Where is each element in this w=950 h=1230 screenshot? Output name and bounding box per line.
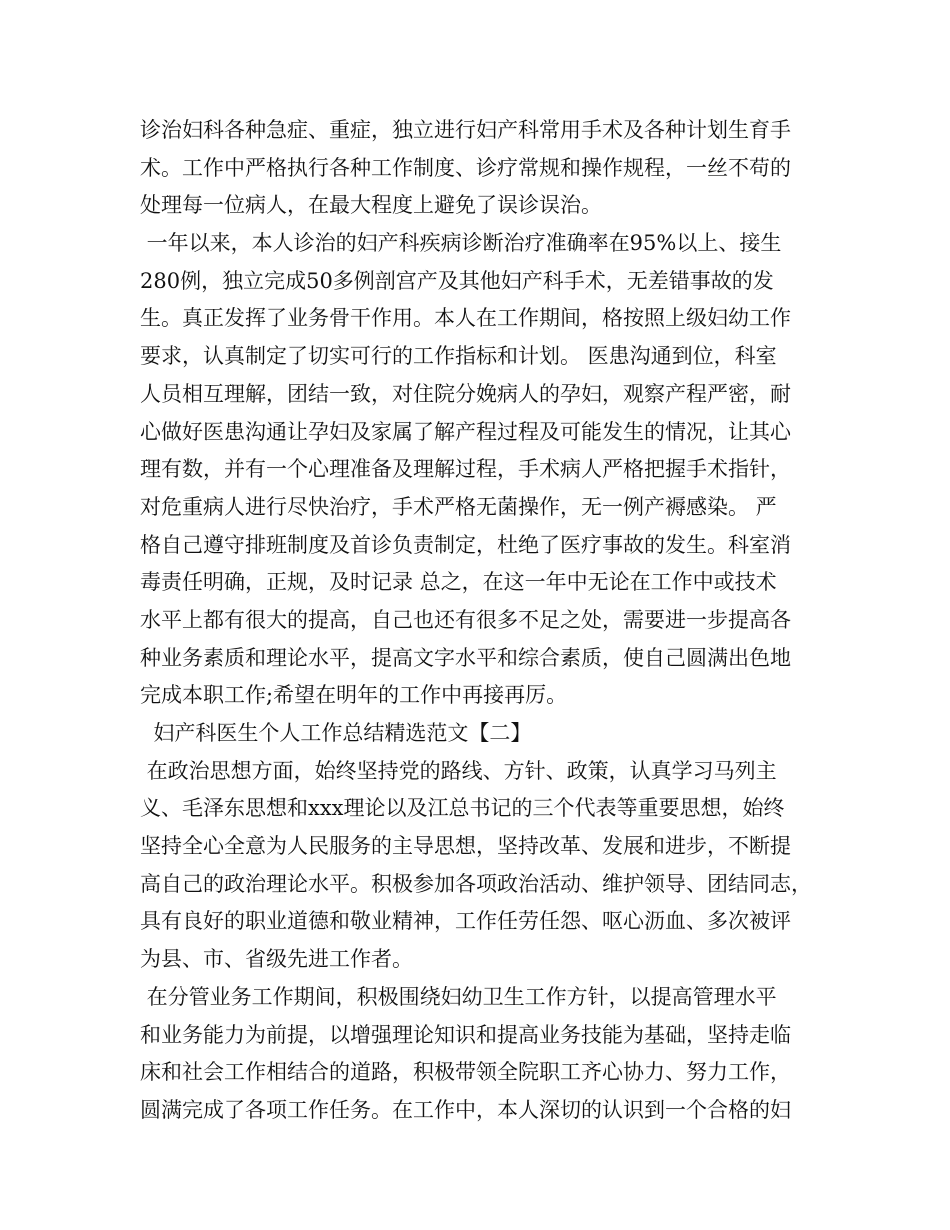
text-line: 床和社会工作相结合的道路，积极带领全院职工齐心协力、努力工作， xyxy=(140,1060,791,1085)
text-line: 理有数，并有一个心理准备及理解过程，手术病人严格把握手术指针， xyxy=(140,457,791,482)
text-line: 义、毛泽东思想和xxx理论以及江总书记的三个代表等重要思想，始终 xyxy=(140,796,785,821)
text-line: 坚持全心全意为人民服务的主导思想，坚持改革、发展和进步，不断提 xyxy=(140,834,791,859)
text-line: 人员相互理解，团结一致，对住院分娩病人的孕妇，观察产程严密，耐 xyxy=(140,381,791,406)
text-line: 280例，独立完成50多例剖宫产及其他妇产科手术，无差错事故的发 xyxy=(140,268,774,293)
text-line: 毒责任明确，正规，及时记录 总之，在这一年中无论在工作中或技术 xyxy=(140,570,777,595)
text-line: 生。真正发挥了业务骨干作用。本人在工作期间，格按照上级妇幼工作 xyxy=(140,306,791,331)
text-line: 圆满完成了各项工作任务。在工作中，本人深切的认识到一个合格的妇 xyxy=(140,1097,791,1122)
text-line: 术。工作中严格执行各种工作制度、诊疗常规和操作规程，一丝不苟的 xyxy=(140,155,791,180)
text-line: 高自己的政治理论水平。积极参加各项政治活动、维护领导、团结同志， xyxy=(140,871,812,896)
text-line: 处理每一位病人，在最大程度上避免了误诊误治。 xyxy=(140,193,602,218)
section-heading: 妇产科医生个人工作总结精选范文【二】 xyxy=(140,721,532,745)
text-line: 一年以来，本人诊治的妇产科疾病诊断治疗准确率在95%以上、接生 xyxy=(140,231,782,256)
text-line: 水平上都有很大的提高，自己也还有很多不足之处，需要进一步提高各 xyxy=(140,607,791,632)
text-line: 在分管业务工作期间，积极围绕妇幼卫生工作方针，以提高管理水平 xyxy=(140,984,777,1009)
text-line: 在政治思想方面，始终坚持党的路线、方针、政策，认真学习马列主 xyxy=(140,758,777,783)
text-line: 诊治妇科各种急症、重症，独立进行妇产科常用手术及各种计划生育手 xyxy=(140,118,791,142)
text-line: 格自己遵守排班制度及首诊负责制定，杜绝了医疗事故的发生。科室消 xyxy=(140,532,791,557)
text-line: 种业务素质和理论水平，提高文字水平和综合素质，使自己圆满出色地 xyxy=(140,645,791,670)
text-line: 完成本职工作;希望在明年的工作中再接再厉。 xyxy=(140,683,568,708)
text-line: 和业务能力为前提，以增强理论知识和提高业务技能为基础，坚持走临 xyxy=(140,1022,791,1047)
text-line: 对危重病人进行尽快治疗，手术严格无菌操作，无一例产褥感染。 严 xyxy=(140,494,777,519)
text-line: 要求，认真制定了切实可行的工作指标和计划。 医患沟通到位，科室 xyxy=(140,344,777,369)
document-body xyxy=(140,112,830,1130)
text-line: 具有良好的职业道德和敬业精神，工作任劳任怨、呕心沥血、多次被评 xyxy=(140,909,791,934)
text-line: 心做好医患沟通让孕妇及家属了解产程过程及可能发生的情况，让其心 xyxy=(140,419,791,444)
text-line: 为县、市、省级先进工作者。 xyxy=(140,947,413,972)
